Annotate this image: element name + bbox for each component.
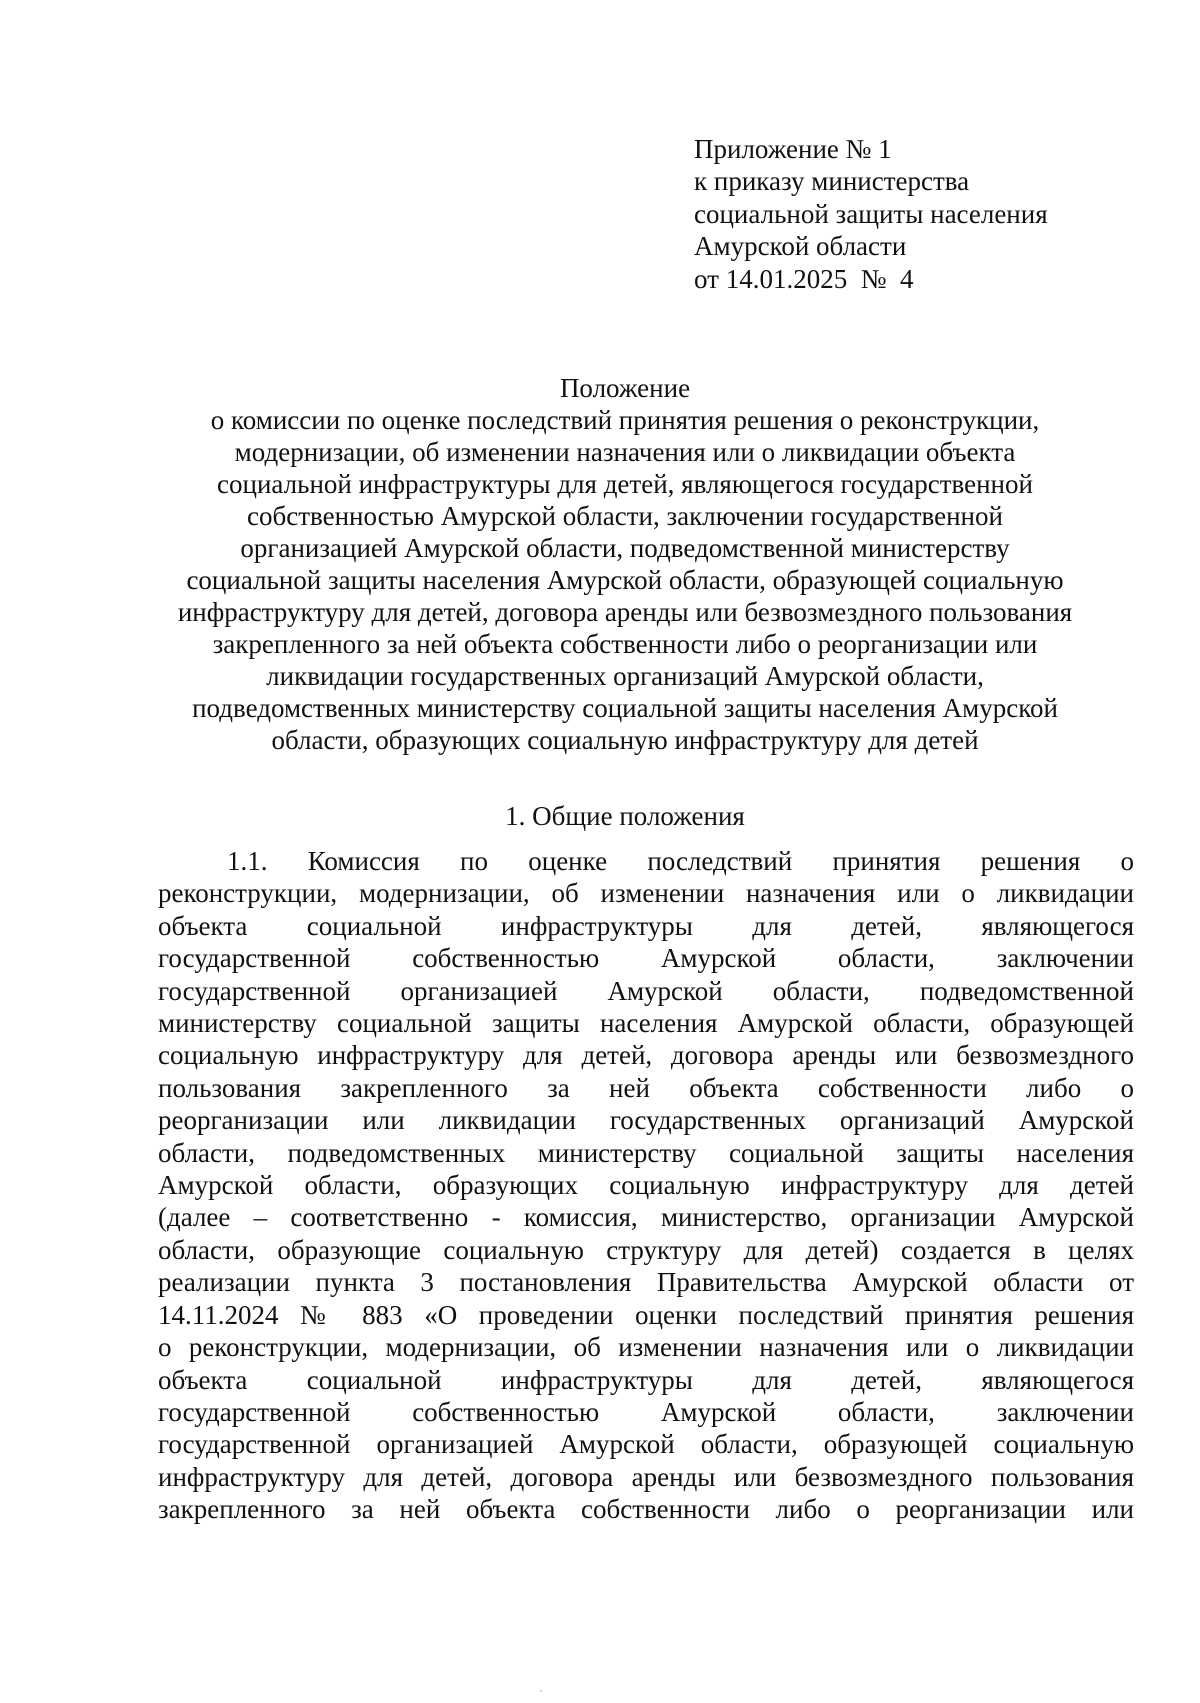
appendix-region: Амурской области bbox=[694, 231, 907, 262]
appendix-date-number: от 14.01.2025 № 4 bbox=[694, 263, 914, 294]
appendix-order-ref: к приказу министерства bbox=[694, 166, 970, 197]
paragraph-1-1 bbox=[158, 845, 1134, 1526]
document-subtitle-line: социальной защиты населения Амурской области, образующей социальную bbox=[186, 565, 1064, 595]
appendix-block bbox=[694, 133, 1048, 295]
paragraph-line: 14.11.2024 № 883 «О проведении оценки последствий принятия решения bbox=[158, 1299, 1134, 1330]
paragraph-line: министерству социальной защиты населения Амурской области, образующей bbox=[158, 1008, 1134, 1039]
document-subtitle-line: подведомственных министерству социальной защиты населения Амурской bbox=[192, 693, 1058, 723]
document-subtitle-line: закрепленного за ней объекта собственности либо о реорганизации или bbox=[212, 629, 1038, 659]
scan-dot bbox=[540, 1690, 542, 1692]
document-subtitle-line: инфраструктуру для детей, договора аренды или безвозмездного пользования bbox=[177, 597, 1073, 627]
document-subtitle-line: социальной инфраструктуры для детей, являющегося государственной bbox=[217, 469, 1033, 499]
document-heading bbox=[150, 372, 1100, 756]
paragraph-line: государственной организацией Амурской области, образующей социальную bbox=[158, 1429, 1134, 1460]
paragraph-line: государственной собственностью Амурской области, заключении bbox=[158, 1396, 1134, 1427]
document-subtitle-line: организацией Амурской области, подведомственной министерству bbox=[240, 533, 1010, 563]
paragraph-line: о реконструкции, модернизации, об изменении назначения или о ликвидации bbox=[158, 1332, 1134, 1363]
paragraph-line: пользования закрепленного за ней объекта собственности либо о bbox=[158, 1072, 1134, 1103]
paragraph-line: социальную инфраструктуру для детей, договора аренды или безвозмездного bbox=[158, 1040, 1134, 1071]
appendix-number: Приложение № 1 bbox=[694, 134, 892, 164]
paragraph-line: 1.1. Комиссия по оценке последствий принятия решения о bbox=[227, 846, 1134, 876]
document-subtitle-line: ликвидации государственных организаций Амурской области, bbox=[266, 661, 984, 691]
paragraph-line: закрепленного за ней объекта собственности либо о реорганизации или bbox=[158, 1494, 1134, 1525]
paragraph-line: (далее – соответственно - комиссия, министерство, организации Амурской bbox=[158, 1202, 1134, 1233]
paragraph-line: области, образующие социальную структуру для детей) создается в целях bbox=[158, 1234, 1134, 1265]
paragraph-line: области, подведомственных министерству социальной защиты населения bbox=[158, 1137, 1134, 1168]
appendix-ministry: социальной защиты населения bbox=[694, 198, 1048, 229]
document-title: Положение bbox=[559, 373, 691, 403]
paragraph-line: объекта социальной инфраструктуры для детей, являющегося bbox=[158, 1364, 1134, 1395]
document-subtitle-line: области, образующих социальную инфраструктуру для детей bbox=[271, 725, 979, 755]
paragraph-line: реорганизации или ликвидации государственных организаций Амурской bbox=[158, 1105, 1134, 1136]
document-subtitle-line: собственностью Амурской области, заключении государственной bbox=[247, 501, 1003, 531]
paragraph-line: государственной собственностью Амурской области, заключении bbox=[158, 943, 1134, 974]
paragraph-line: Амурской области, образующих социальную инфраструктуру для детей bbox=[158, 1170, 1134, 1201]
paragraph-line: объекта социальной инфраструктуры для детей, являющегося bbox=[158, 910, 1134, 941]
document-subtitle-line: о комиссии по оценке последствий принятия решения о реконструкции, bbox=[210, 405, 1040, 435]
paragraph-line: реализации пункта 3 постановления Правительства Амурской области от bbox=[158, 1267, 1134, 1298]
section-heading: 1. Общие положения bbox=[505, 801, 745, 831]
paragraph-line: реконструкции, модернизации, об изменении назначения или о ликвидации bbox=[158, 878, 1134, 909]
paragraph-line: инфраструктуру для детей, договора аренды или безвозмездного пользования bbox=[158, 1461, 1134, 1492]
paragraph-line: государственной организацией Амурской области, подведомственной bbox=[158, 975, 1134, 1006]
document-subtitle-line: модернизации, об изменении назначения или о ликвидации объекта bbox=[234, 437, 1016, 467]
